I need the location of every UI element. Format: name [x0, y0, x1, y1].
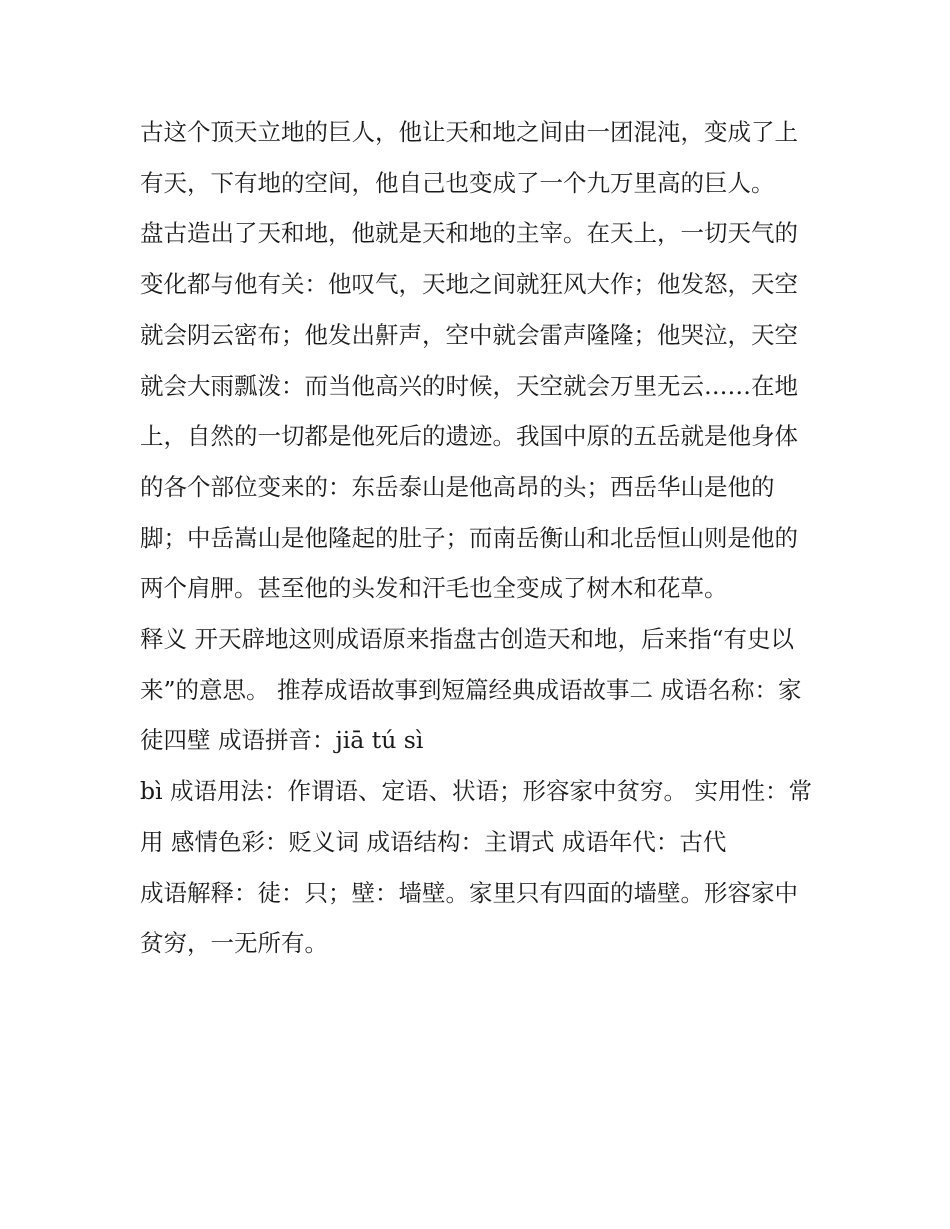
paragraph-pangu-giant: 古这个顶天立地的巨人，他让天和地之间由一团混沌，变成了上有天，下有地的空间，他自己也变成了一个九万里高的巨人。	[140, 118, 798, 197]
paragraph-idiom-usage: bì 成语用法：作谓语、定语、状语；形容家中贫穷。 实用性：常用 感情色彩：贬义词 成语结构：主谓式 成语年代：古代	[140, 777, 812, 856]
paragraph-idiom-explanation: 成语解释：徒：只；壁：墙壁。家里只有四面的墙壁。形容家中贫穷，一无所有。	[140, 878, 798, 958]
paragraph-idiom-meaning: 释义 开天辟地这则成语原来指盘古创造天和地，后来指“有史以来”的意思。 推荐成语故事到短篇经典成语故事二 成语名称：家徒四壁 成语拼音：jiā tú sì	[140, 625, 802, 755]
paragraph-pangu-ruler: 盘古造出了天和地，他就是天和地的主宰。在天上，一切天气的变化都与他有关：他叹气，天地之间就狂风大作；他发怒，天空就会阴云密布；他发出鼾声，空中就会雷声隆隆；他哭泣，天空就会大雨瓢泼：而当他高兴的时候，天空就会万里无云……在地上，自然的一切都是他死后的遗迹。我国中原的五岳就是他身体的各个部位变来的：东岳泰山是他高昂的头；西岳华山是他的脚；中岳嵩山是他隆起的肚子；而南岳衡山和北岳恒山则是他的两个肩胛。甚至他的头发和汗毛也全变成了树木和花草。	[140, 219, 798, 603]
document-body	[140, 107, 820, 969]
